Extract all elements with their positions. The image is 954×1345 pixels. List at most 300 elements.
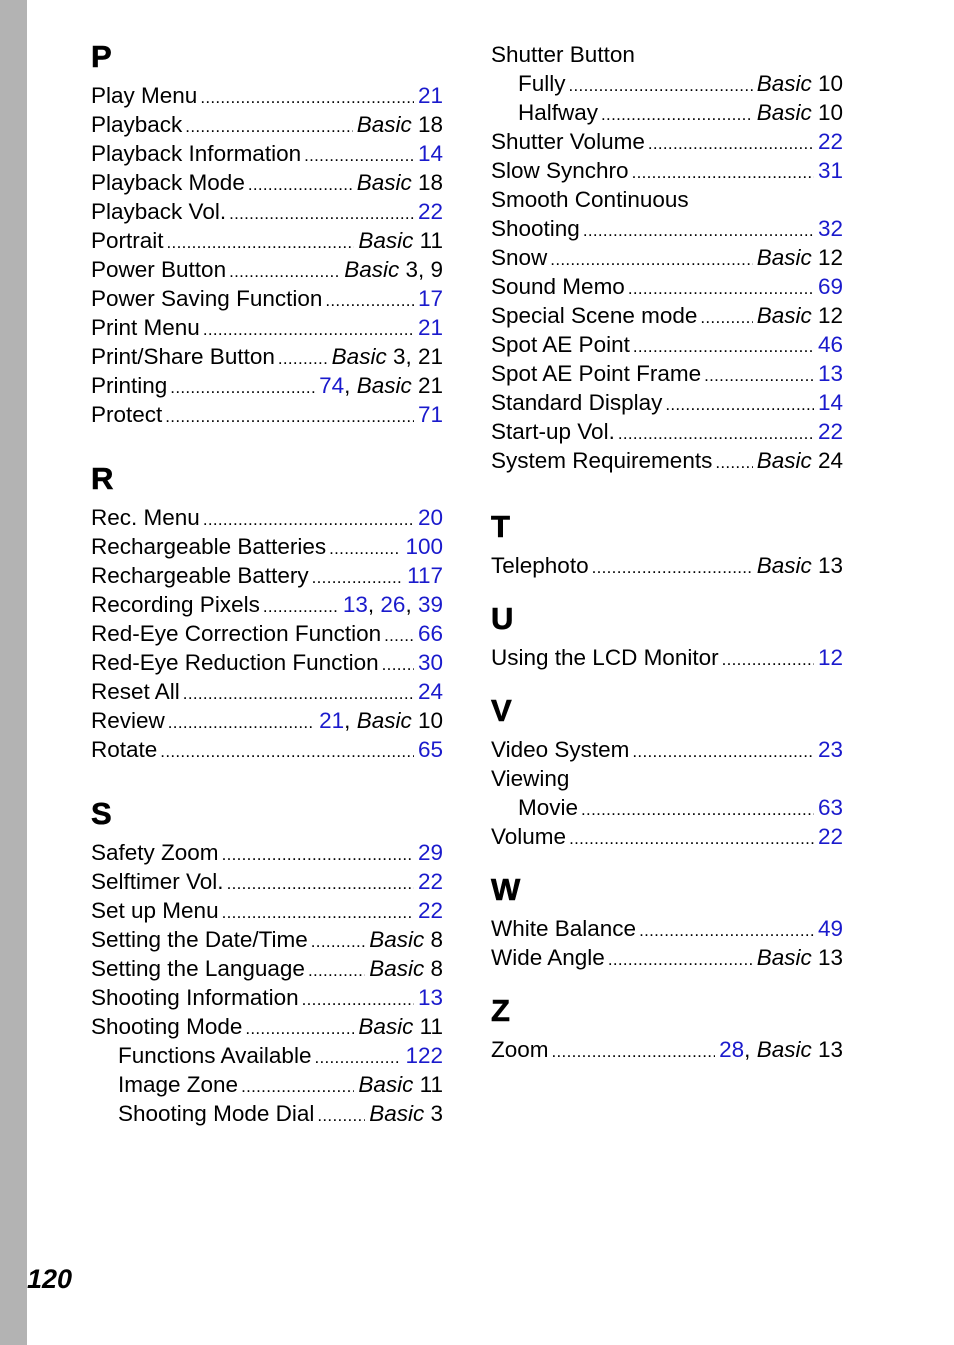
section-letter: U — [491, 601, 514, 636]
basic-guide-ref: Basic — [356, 112, 412, 137]
index-entry — [491, 40, 843, 69]
index-entry — [491, 243, 843, 272]
page-references — [818, 822, 843, 851]
dot-leader — [308, 956, 365, 985]
page-link[interactable]: 100 — [405, 534, 443, 559]
index-entry — [91, 561, 443, 590]
dot-leader — [248, 170, 353, 199]
index-entry — [91, 371, 443, 400]
entry-term: Telephoto — [491, 553, 589, 578]
dot-leader — [200, 83, 414, 112]
page-link[interactable]: 28 — [719, 1037, 745, 1062]
entry-term: Movie — [518, 795, 579, 820]
page-references — [818, 793, 843, 822]
section-letter: W — [491, 872, 521, 907]
page-link[interactable]: 12 — [817, 645, 843, 670]
page-number-text: 24 — [811, 448, 843, 473]
index-entry — [91, 81, 443, 110]
entry-term: Rotate — [91, 737, 158, 762]
index-entry — [91, 838, 443, 867]
index-entry — [491, 127, 843, 156]
page-references — [418, 139, 443, 168]
dot-leader — [722, 645, 814, 674]
page-number-text: 13 — [811, 553, 843, 578]
dot-leader — [639, 916, 814, 945]
page-link[interactable]: 39 — [417, 592, 443, 617]
index-subentry — [491, 98, 843, 127]
index-entry — [491, 272, 843, 301]
page-link[interactable]: 17 — [417, 286, 443, 311]
page-link[interactable]: 49 — [817, 916, 843, 941]
page-number-text: 10 — [811, 100, 843, 125]
page-number-text: 18 — [411, 170, 443, 195]
page-number-text: 8 — [424, 927, 443, 952]
entry-term: Print/Share Button — [91, 344, 275, 369]
page-references — [418, 983, 443, 1012]
basic-guide-ref: Basic — [756, 553, 812, 578]
entry-term: Fully — [518, 71, 566, 96]
dot-leader — [222, 840, 414, 869]
page-references — [418, 503, 443, 532]
dot-leader — [170, 373, 315, 402]
page-link[interactable]: 22 — [417, 898, 443, 923]
index-section — [91, 40, 443, 429]
page-number-text: 11 — [413, 1014, 443, 1039]
index-entry — [91, 313, 443, 342]
section-gap — [491, 972, 843, 994]
index-section — [91, 462, 443, 764]
index-entry — [91, 896, 443, 925]
entry-term: Setting the Language — [91, 956, 305, 981]
page-number-text: , — [367, 592, 381, 617]
dot-leader — [569, 824, 814, 853]
index-section — [491, 510, 843, 580]
dot-leader — [317, 1101, 365, 1130]
entry-term: Play Menu — [91, 83, 198, 108]
page-references — [357, 168, 443, 197]
index-entry — [91, 503, 443, 532]
index-section — [491, 602, 843, 672]
basic-guide-ref: Basic — [344, 257, 400, 282]
dot-leader — [325, 286, 414, 315]
index-entry — [91, 226, 443, 255]
basic-guide-ref: Basic — [756, 448, 812, 473]
index-entry — [91, 168, 443, 197]
page-number-text: 3 — [424, 1101, 443, 1126]
index-entry — [91, 867, 443, 896]
page-number-text: 11 — [413, 228, 443, 253]
page-link[interactable]: 22 — [817, 824, 843, 849]
page-references — [358, 1070, 443, 1099]
basic-guide-ref: Basic — [756, 71, 812, 96]
index-entry — [91, 677, 443, 706]
index-entry — [491, 822, 843, 851]
dot-leader — [608, 945, 753, 974]
entry-term: Zoom — [491, 1037, 549, 1062]
page-references — [818, 272, 843, 301]
index-entry — [491, 943, 843, 972]
page-number-text: 3, 21 — [386, 344, 443, 369]
page-references — [332, 342, 443, 371]
page-link[interactable]: 21 — [417, 83, 443, 108]
dot-leader — [314, 1043, 401, 1072]
index-entry — [491, 643, 843, 672]
entry-term: Shutter Button — [491, 42, 635, 67]
page-link[interactable]: 22 — [817, 419, 843, 444]
index-subentry — [491, 793, 843, 822]
page-references — [418, 648, 443, 677]
page-link[interactable]: 14 — [817, 390, 843, 415]
page-references — [418, 867, 443, 896]
entry-term: Playback Information — [91, 141, 302, 166]
dot-leader — [632, 158, 814, 187]
index-entry — [91, 1012, 443, 1041]
page-link[interactable]: 69 — [817, 274, 843, 299]
page-references — [818, 359, 843, 388]
index-entry — [91, 735, 443, 764]
dot-leader — [665, 390, 814, 419]
index-entry — [491, 359, 843, 388]
page-link[interactable]: 13 — [342, 592, 368, 617]
entry-term: Shooting — [491, 216, 580, 241]
page-references — [818, 330, 843, 359]
dot-leader — [581, 795, 814, 824]
entry-term: Spot AE Point — [491, 332, 630, 357]
entry-term: Viewing — [491, 766, 570, 791]
page-link[interactable]: 14 — [417, 141, 443, 166]
dot-leader — [715, 448, 752, 477]
dot-leader — [329, 534, 401, 563]
basic-guide-ref: Basic — [358, 1014, 414, 1039]
page-number-text: 10 — [811, 71, 843, 96]
dot-leader — [245, 1014, 354, 1043]
index-section — [491, 40, 843, 475]
index-entry — [491, 301, 843, 330]
index-entry — [491, 417, 843, 446]
index-entry — [91, 706, 443, 735]
page-link[interactable]: 22 — [817, 129, 843, 154]
entry-term: Snow — [491, 245, 548, 270]
page-link[interactable]: 66 — [417, 621, 443, 646]
page-references — [818, 214, 843, 243]
page-number-text: 8 — [424, 956, 443, 981]
entry-term: Playback Vol. — [91, 199, 227, 224]
page-references — [418, 735, 443, 764]
page-link[interactable]: 30 — [417, 650, 443, 675]
page-references — [344, 255, 443, 284]
index-entry — [91, 925, 443, 954]
dot-leader — [312, 563, 403, 592]
page-references — [358, 1012, 443, 1041]
index-entry — [91, 400, 443, 429]
index-entry — [491, 764, 843, 793]
index-entry — [91, 954, 443, 983]
section-gap — [91, 764, 443, 797]
page-references — [818, 156, 843, 185]
dot-leader — [550, 245, 752, 274]
dot-leader — [633, 332, 814, 361]
index-entry — [91, 110, 443, 139]
page-link[interactable]: 32 — [817, 216, 843, 241]
entry-term: Spot AE Point Frame — [491, 361, 702, 386]
entry-term: Playback — [91, 112, 183, 137]
page-references — [369, 925, 443, 954]
page-references — [418, 81, 443, 110]
entry-term: Video System — [491, 737, 630, 762]
entry-term: Slow Synchro — [491, 158, 629, 183]
section-gap — [491, 851, 843, 873]
page-number-text: , — [405, 592, 418, 617]
entry-term: Set up Menu — [91, 898, 219, 923]
page-number-text: , — [744, 1037, 757, 1062]
page-link[interactable]: 13 — [817, 361, 843, 386]
page-references — [357, 110, 443, 139]
page-link[interactable]: 21 — [319, 708, 345, 733]
section-letter: Z — [491, 993, 510, 1028]
page-references — [757, 243, 843, 272]
entry-term: Shooting Mode Dial — [118, 1101, 315, 1126]
page-references — [719, 1035, 843, 1064]
entry-term: Start-up Vol. — [491, 419, 615, 444]
dot-leader — [167, 228, 355, 257]
basic-guide-ref: Basic — [356, 373, 412, 398]
dot-leader — [628, 274, 814, 303]
entry-term: Safety Zoom — [91, 840, 219, 865]
index-entry — [91, 139, 443, 168]
page-references — [319, 706, 443, 735]
dot-leader — [700, 303, 752, 332]
index-subentry — [91, 1099, 443, 1128]
entry-term: Print Menu — [91, 315, 200, 340]
entry-term: Recording Pixels — [91, 592, 260, 617]
page-references — [757, 69, 843, 98]
page-link[interactable]: 31 — [817, 158, 843, 183]
page-number-text: 12 — [811, 303, 843, 328]
dot-leader — [384, 621, 414, 650]
entry-term: Shutter Volume — [491, 129, 645, 154]
index-entry — [91, 983, 443, 1012]
dot-leader — [229, 199, 414, 228]
entry-term: Standard Display — [491, 390, 663, 415]
basic-guide-ref: Basic — [369, 927, 425, 952]
entry-term: Red-Eye Reduction Function — [91, 650, 379, 675]
dot-leader — [229, 257, 340, 286]
index-entry — [91, 284, 443, 313]
index-entry — [491, 330, 843, 359]
page-references — [757, 943, 843, 972]
entry-term: System Requirements — [491, 448, 713, 473]
page-references — [319, 371, 443, 400]
entry-term: Volume — [491, 824, 567, 849]
index-entry — [91, 619, 443, 648]
basic-guide-ref: Basic — [358, 1072, 414, 1097]
entry-term: Printing — [91, 373, 168, 398]
page-number-text: 3, 9 — [399, 257, 443, 282]
page-link[interactable]: 63 — [817, 795, 843, 820]
dot-leader — [632, 737, 814, 766]
page-link[interactable]: 29 — [417, 840, 443, 865]
page-references — [369, 954, 443, 983]
page-references — [757, 98, 843, 127]
index-entry — [491, 1035, 843, 1064]
index-column-right — [491, 40, 843, 1064]
index-entry — [91, 255, 443, 284]
dot-leader — [302, 985, 414, 1014]
page-link[interactable]: 22 — [417, 199, 443, 224]
entry-term: Setting the Date/Time — [91, 927, 308, 952]
page-references — [818, 914, 843, 943]
entry-term: Power Button — [91, 257, 227, 282]
index-entry — [91, 342, 443, 371]
index-section — [491, 873, 843, 972]
page-references — [818, 735, 843, 764]
entry-term: Shooting Mode — [91, 1014, 243, 1039]
page-number: 120 — [27, 1264, 73, 1294]
dot-leader — [160, 737, 414, 766]
entry-term: Wide Angle — [491, 945, 605, 970]
page-references — [405, 532, 443, 561]
dot-leader — [601, 100, 753, 129]
index-subentry — [91, 1041, 443, 1070]
entry-term: Functions Available — [118, 1043, 312, 1068]
index-column-left — [91, 40, 443, 1128]
page-references — [418, 400, 443, 429]
page-link[interactable]: 74 — [319, 373, 345, 398]
index-entry — [491, 156, 843, 185]
page-number-text: 13 — [811, 1037, 843, 1062]
entry-term: Shooting Information — [91, 985, 299, 1010]
dot-leader — [183, 679, 414, 708]
page-references — [358, 226, 443, 255]
index-entry — [491, 185, 843, 214]
page-number-text: 12 — [811, 245, 843, 270]
section-gap — [491, 672, 843, 694]
page-number-text: 11 — [413, 1072, 443, 1097]
page-references — [757, 446, 843, 475]
page-link[interactable]: 122 — [405, 1043, 443, 1068]
index-subentry — [491, 69, 843, 98]
index-section — [491, 694, 843, 851]
entry-term: Rechargeable Battery — [91, 563, 309, 588]
page-references — [418, 619, 443, 648]
basic-guide-ref: Basic — [756, 245, 812, 270]
entry-term: Image Zone — [118, 1072, 239, 1097]
basic-guide-ref: Basic — [756, 303, 812, 328]
page-references — [418, 677, 443, 706]
page-link[interactable]: 22 — [417, 869, 443, 894]
section-letter: R — [91, 461, 114, 496]
dot-leader — [648, 129, 814, 158]
basic-guide-ref: Basic — [358, 228, 414, 253]
page-number-text: , — [344, 373, 357, 398]
page-number-text: 21 — [411, 373, 443, 398]
page-references — [757, 301, 843, 330]
entry-term: Review — [91, 708, 165, 733]
dot-leader — [222, 898, 414, 927]
page-link[interactable]: 46 — [817, 332, 843, 357]
index-entry — [491, 446, 843, 475]
page-references — [405, 1041, 443, 1070]
entry-term: Red-Eye Correction Function — [91, 621, 382, 646]
section-letter: S — [91, 796, 112, 831]
page-references — [818, 417, 843, 446]
basic-guide-ref: Basic — [356, 170, 412, 195]
section-gap — [491, 475, 843, 510]
dot-leader — [569, 71, 753, 100]
page-references — [818, 127, 843, 156]
index-entry — [491, 551, 843, 580]
page-link[interactable]: 23 — [817, 737, 843, 762]
page-references — [418, 896, 443, 925]
dot-leader — [618, 419, 814, 448]
entry-term: White Balance — [491, 916, 637, 941]
dot-leader — [241, 1072, 354, 1101]
dot-leader — [227, 869, 414, 898]
index-entry — [491, 388, 843, 417]
page-number-text: 10 — [411, 708, 443, 733]
page-link[interactable]: 24 — [417, 679, 443, 704]
basic-guide-ref: Basic — [369, 1101, 425, 1126]
page-link[interactable]: 20 — [417, 505, 443, 530]
gray-margin-bar — [0, 0, 27, 1345]
entry-term: Selftimer Vol. — [91, 869, 224, 894]
dot-leader — [278, 344, 328, 373]
index-entry — [91, 648, 443, 677]
page-number-text: 13 — [811, 945, 843, 970]
index-entry — [91, 590, 443, 619]
page-link[interactable]: 71 — [417, 402, 443, 427]
entry-term: Protect — [91, 402, 163, 427]
page-number-text: 18 — [411, 112, 443, 137]
page-link[interactable]: 21 — [417, 315, 443, 340]
section-gap — [91, 429, 443, 462]
page-link[interactable]: 65 — [417, 737, 443, 762]
index-subentry — [91, 1070, 443, 1099]
page-references — [757, 551, 843, 580]
index-section — [91, 797, 443, 1128]
basic-guide-ref: Basic — [756, 100, 812, 125]
page-link[interactable]: 13 — [417, 985, 443, 1010]
page-references — [369, 1099, 443, 1128]
entry-term: Portrait — [91, 228, 164, 253]
index-section — [491, 994, 843, 1064]
dot-leader — [185, 112, 352, 141]
entry-term: Rechargeable Batteries — [91, 534, 327, 559]
dot-leader — [552, 1037, 716, 1066]
section-letter: T — [491, 509, 510, 544]
index-entry — [491, 735, 843, 764]
dot-leader — [304, 141, 414, 170]
dot-leader — [165, 402, 414, 431]
page-references — [418, 838, 443, 867]
index-entry — [91, 197, 443, 226]
entry-term: Smooth Continuous — [491, 187, 689, 212]
basic-guide-ref: Basic — [756, 945, 812, 970]
page-references — [418, 313, 443, 342]
dot-leader — [311, 927, 365, 956]
page-link[interactable]: 117 — [407, 563, 443, 588]
page-references — [818, 388, 843, 417]
entry-term: Playback Mode — [91, 170, 245, 195]
entry-term: Rec. Menu — [91, 505, 200, 530]
dot-leader — [203, 505, 414, 534]
page-references — [343, 590, 443, 619]
dot-leader — [168, 708, 315, 737]
page-number-text: , — [344, 708, 357, 733]
page-references — [418, 284, 443, 313]
section-letter: V — [491, 693, 512, 728]
page-link[interactable]: 26 — [380, 592, 406, 617]
